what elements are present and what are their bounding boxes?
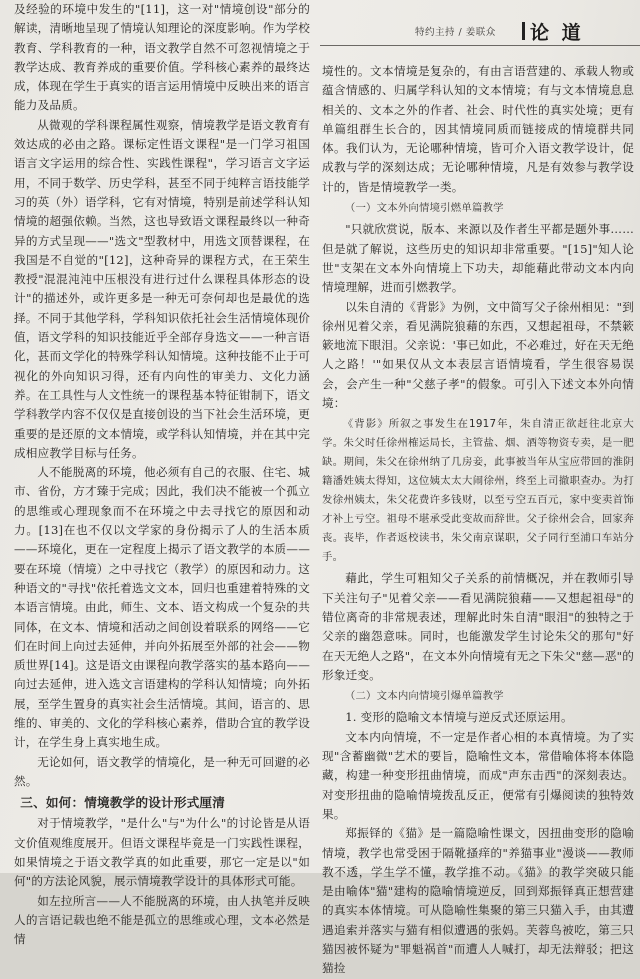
header-byline: 特约主持 / 姜联众 xyxy=(415,27,496,38)
left-paragraph-3: 人不能脱离的环境，他必须有自己的衣服、住宅、城市、省份，方才臻于完成；因此，我们决不能被一个孤立的思维或心理现象而不在环境之中去寻找它的原因和动力。[13]在也不仅以文学家的身份揭示了人的生活本质——环境化，更在一定程度上揭示了语文教学的本质——要在环境（情境）之中寻找它（教学）的原因和动力。这种语文的"寻找"依托着选文文本，回归也重建着特殊的文本语言情境。由此，师生、文本、语文构成一个复杂的共同体，在文本、情境和活动之间创设着联系的网络——它们在时间上向过去延伸，并向外拓展至外部的社会——物质世界[14]。这是语文由课程向教学落实的基本路向——向过去延伸，进入选文言语建构的学科认知情境；向外拓展，至学生置身的真实社会生活情境。其间，语言的、思维的、审美的、文化的学科核心素养，借助合宜的教学设计，在学生身上真实地生成。 xyxy=(14,465,310,750)
right-paragraph-2: "只就欣赏说，版本、来源以及作者生平都是题外事……但是就了解说，这些历史的知识却非常重要。"[15]"知人论世"支架在文本外向情境上下功夫，却能藉此带动文本内向情境理解，进而引燃教学。 xyxy=(322,222,634,295)
section-title: 论 道 xyxy=(530,22,584,44)
right-paragraph-1: 境性的。文本情境是复杂的，有由言语营建的、承载人物或蕴含情感的、归属学科认知的文本情境；有与文本情境息息相关的、文本之外的作者、社会、时代性的真实处境；更有单篇组群生长合的，因其情境同质而链接成的情境群共同体。我们认为，无论哪种情境，皆可介入语文教学设计，促成教与学的深刻达成；无论哪种情境，凡是有效参与教学设计的，皆是情境教学一类。 xyxy=(322,64,634,194)
section-marker xyxy=(522,22,525,40)
left-paragraph-1: 及经验的环境中发生的"[11]，这一对"情境创设"部分的解读，清晰地呈现了情境认知理论的深度影响。作为学校教育、学科教育的一种，语文教学自然不可忽视情境之于教学达成、教育养成的重要价值。学科核心素养的最终达成，体现在学生于真实的语言运用情境中反映出来的语言能力及品质。 xyxy=(14,2,310,113)
list-item-1: 1. 变形的隐喻文本情境与逆反式还原运用。 xyxy=(345,710,573,725)
left-paragraph-2: 从微观的学科课程属性观察，情境教学是语文教育有效达成的必由之路。课标定性语文课程"是一门学习祖国语言文字运用的综合性、实践性课程"，学习语言文字运用，不同于数学、历史学科，甚至不同于纯粹言语技能学习的英（外）语学科，它有对情境，特别是前述学科认知情境的超强依赖。当然，这也导致语文课程最终以一种奇异的方式呈现——"选文"型教材中，用选文顶替课程，在我国是不自觉的"[12]，这种奇异的课程方式，在王荣生教授"混混沌沌中压根没有进行过什么课程具体形态的设计"的描述外，或许更多是一种无可奈何却也是最优的选择。不同于其他学科，学科知识依托社会生活情境体现价值，语文学科的知识技能近乎全部存身选文——一种言语化，甚而文学化的特殊学科认知情境。这种技能不止于可视化的外向知识习得，还有内向性的审美力、文化力涵养。在工具性与人文性统一的课程基本特征钳制下，语文学科教学内容不仅仅是直接创设的当下社会生活环境，更重要的是还原的文本情境，或学科认知情境，并在其中完成相应教学目标与任务。 xyxy=(14,117,310,460)
left-paragraph-4: 无论如何，语文教学的情境化，是一种无可回避的必然。 xyxy=(14,754,310,788)
page-header xyxy=(320,18,640,44)
header-rule xyxy=(320,45,640,46)
subheading-1: （一）文本外向情境引燃单篇教学 xyxy=(344,202,504,215)
section-heading: 三、如何：情境教学的设计形式厘清 xyxy=(20,795,225,811)
right-paragraph-6: 郑振铎的《猫》是一篇隐喻性课文，因扭曲变形的隐喻情境，教学也常受困于隔靴搔痒的"养猫事业"漫谈——教师教不透，学生学不懂，教学推不动。《猫》的教学突破只能是由喻体"猫"建构的隐喻情境逆反，回到郑振铎真正想营建的真实本体情境。可从隐喻性集聚的第三只猫入手，由其遭遇追索并落实与猫有相似遭遇的张妈。芙蓉鸟被吃，第三只猫因被怀疑为"罪魁祸首"而遭人人喊打，却无法辩驳；把这猫捡 xyxy=(322,826,634,976)
left-paragraph-5: 对于情境教学，"是什么"与"为什么"的讨论皆是从语文价值观维度展开。但语文课程毕竟是一门实践性课程，如果情境之于语文教学真的如此重要，那它一定是以"如何"的方法论风貌，展示情境教学设计的具体形式可能。 xyxy=(14,816,310,889)
right-paragraph-4: 藉此，学生可粗知父子关系的前情概况，并在教师引导下关注句子"见着父亲——看见满院狼藉——又想起祖母"的错位离奇的非常规表述，理解此时朱自清"眼泪"的独特之于父亲的幽怨意味。同时，也能激发学生讨论朱父的那句"好在天无绝人之路"，在文本外向情境有无之下朱父"慈—恶"的形象迁变。 xyxy=(322,571,634,682)
subheading-2: （二）文本内向情境引爆单篇教学 xyxy=(344,690,504,703)
left-paragraph-6: 如左拉所言——人不能脱离的环境，由人执笔并反映人的言语记载也绝不能是孤立的思维或心理，文本必然是情 xyxy=(14,893,310,947)
right-paragraph-5: 文本内向情境，不一定是作者心相的本真情境。为了实现"含蓄幽微"艺术的要旨，隐喻性文本，常借喻体将本体隐藏，构建一种变形扭曲情境，而成"声东击西"的深刻表达。对变形扭曲的隐喻情境拨乱反正，便常有引爆阅读的独特效果。 xyxy=(322,729,634,821)
right-column xyxy=(322,62,634,979)
left-column xyxy=(14,0,310,950)
right-paragraph-3: 以朱自清的《背影》为例，文中简写父子徐州相见："到徐州见着父亲，看见满院狼藉的东西，又想起祖母，不禁簌簌地流下眼泪。父亲说：'事已如此，不必难过，好在天无绝人之路！'"如果仅从文本表层言语情境看，学生很容易误会，会产生一种"父慈子孝"的假象。可引入下述文本外向情境： xyxy=(322,299,634,411)
block-quote: 《背影》所叙之事发生在1917年，朱自清正欲赶往北京大学。朱父时任徐州榷运局长，主管盐、烟、酒等物资专卖，是一肥缺。期间，朱父在徐州纳了几房妾，此事被当年从宝应带回的淮阴籍潘姓姨太得知，这位姨太太大闹徐州，终至上司撤职查办。为打发徐州姨太，朱父花费许多钱财，以至亏空五百元，家中变卖首饰才补上亏空。祖母不堪承受此变故而辞世。父子徐州会合，回家奔丧。丧毕，作者返校读书，朱父南京谋职，父子同行至浦口车站分手。 xyxy=(322,418,634,564)
